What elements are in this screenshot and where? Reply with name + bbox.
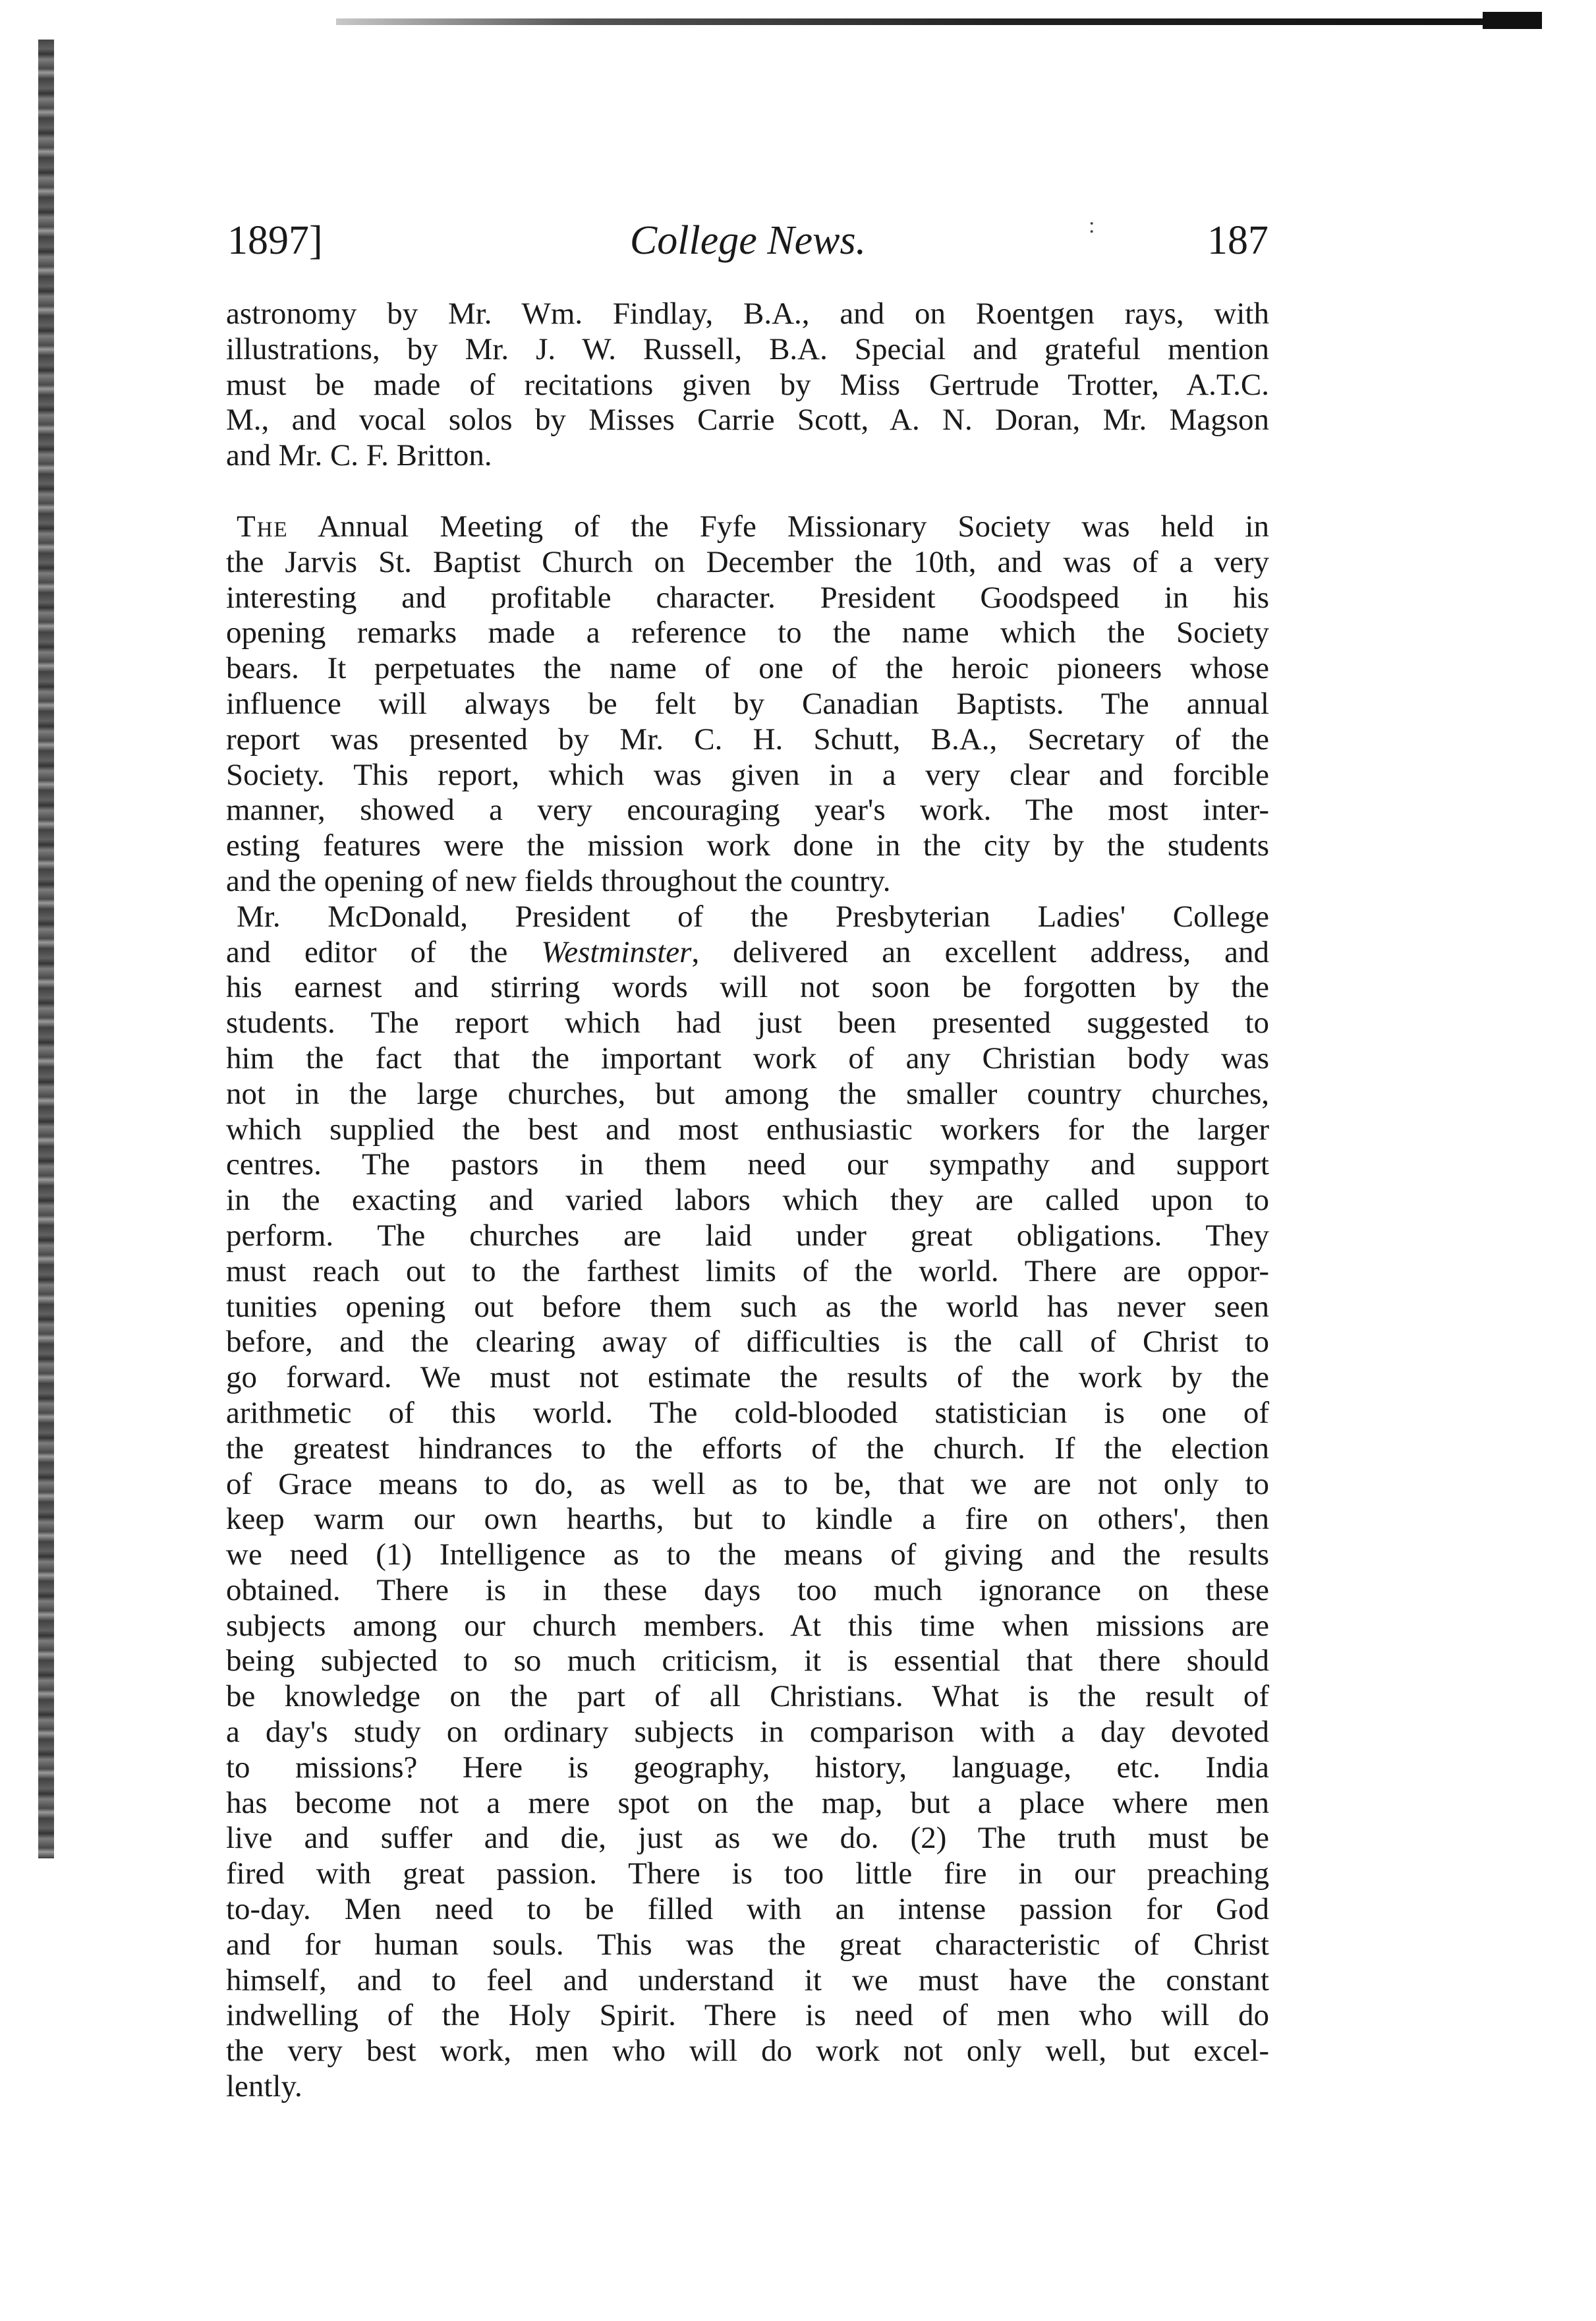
text-line: which supplied the best and most enthusiastic workers for the larger bbox=[226, 1112, 1269, 1147]
text-line: has become not a mere spot on the map, but a place where men bbox=[226, 1785, 1269, 1820]
text-line: Society. This report, which was given in a very clear and forcible bbox=[226, 757, 1269, 792]
text-line: live and suffer and die, just as we do. (2) The truth must be bbox=[226, 1821, 1269, 1856]
text-line bbox=[226, 935, 1269, 971]
paragraph-gap bbox=[226, 474, 1269, 509]
text-line: astronomy by Mr. Wm. Findlay, B.A., and on Roentgen rays, with bbox=[226, 297, 1269, 331]
text-line: illustrations, by Mr. J. W. Russell, B.A. Special and grateful mention bbox=[226, 331, 1269, 366]
paragraph-fyfe-society bbox=[226, 509, 1269, 900]
text-line: and for human souls. This was the great characteristic of Christ bbox=[226, 1927, 1269, 1962]
scan-binding-edge bbox=[38, 40, 54, 1858]
text-line: we need (1) Intelligence as to the means of giving and the results bbox=[226, 1537, 1269, 1572]
text-line: in the exacting and varied labors which they are called upon to bbox=[226, 1183, 1269, 1218]
text-line: influence will always be felt by Canadian Baptists. The annual bbox=[226, 686, 1269, 721]
text-line: must reach out to the farthest limits of the world. There are oppor- bbox=[226, 1253, 1269, 1288]
text-line: to-day. Men need to be filled with an intense passion for God bbox=[226, 1892, 1269, 1927]
text-line bbox=[226, 509, 1269, 545]
text-line: be knowledge on the part of all Christians. What is the result of bbox=[226, 1679, 1269, 1714]
text-line: must be made of recitations given by Miss Gertrude Trotter, A.T.C. bbox=[226, 367, 1269, 402]
text-line: himself, and to feel and understand it we must have the constant bbox=[226, 1963, 1269, 1997]
header-title: College News. bbox=[629, 218, 867, 263]
text-line: obtained. There is in these days too much ignorance on these bbox=[226, 1572, 1269, 1607]
text-line: indwelling of the Holy Spirit. There is need of men who will do bbox=[226, 1998, 1269, 2033]
line-text: Annual Meeting of the Fyfe Missionary Society was held in bbox=[288, 509, 1269, 544]
text-line: the very best work, men who will do work not only well, but excel- bbox=[226, 2034, 1269, 2069]
article-body bbox=[226, 297, 1269, 2105]
text-line: not in the large churches, but among the smaller country churches, bbox=[226, 1076, 1269, 1111]
text-line: perform. The churches are laid under great obligations. They bbox=[226, 1218, 1269, 1253]
text-line: esting features were the mission work done in the city by the students bbox=[226, 828, 1269, 863]
text-line: tunities opening out before them such as the world has never seen bbox=[226, 1289, 1269, 1324]
page-number: 187 bbox=[1207, 218, 1268, 263]
text-line: interesting and profitable character. President Goodspeed in his bbox=[226, 580, 1269, 615]
text-line: Mr. McDonald, President of the Presbyterian Ladies' College bbox=[237, 899, 1269, 934]
header-year: 1897] bbox=[227, 218, 323, 263]
text-line: students. The report which had just been presented suggested to bbox=[226, 1006, 1269, 1041]
scan-top-rule-end bbox=[1483, 12, 1542, 29]
text-line: opening remarks made a reference to the name which the Society bbox=[226, 616, 1269, 650]
text-line: and Mr. C. F. Britton. bbox=[226, 438, 492, 473]
lead-word: The bbox=[237, 509, 289, 544]
text-line: his earnest and stirring words will not soon be forgotten by the bbox=[226, 970, 1269, 1005]
text-line: keep warm our own hearths, but to kindle a fire on others', then bbox=[226, 1502, 1269, 1537]
text-line: before, and the clearing away of difficulties is the call of Christ to bbox=[226, 1325, 1269, 1360]
paragraph-lectures bbox=[226, 297, 1269, 474]
text-line: manner, showed a very encouraging year's work. The most inter- bbox=[226, 793, 1269, 828]
text-line: a day's study on ordinary subjects in comparison with a day devoted bbox=[226, 1715, 1269, 1750]
text-line: to missions? Here is geography, history, language, etc. India bbox=[226, 1750, 1269, 1785]
text-line: go forward. We must not estimate the results of the work by the bbox=[226, 1360, 1269, 1395]
text-line: subjects among our church members. At this time when missions are bbox=[226, 1608, 1269, 1643]
publication-title: Westminster bbox=[541, 934, 692, 969]
text-line: of Grace means to do, as well as to be, that we are not only to bbox=[226, 1466, 1269, 1501]
text-line: the Jarvis St. Baptist Church on December the 10th, and was of a very bbox=[226, 544, 1269, 579]
text-line: fired with great passion. There is too little fire in our preaching bbox=[226, 1856, 1269, 1891]
text-line: centres. The pastors in them need our sympathy and support bbox=[226, 1147, 1269, 1182]
text-line: lently. bbox=[226, 2069, 302, 2104]
text-line: M., and vocal solos by Misses Carrie Scott, A. N. Doran, Mr. Magson bbox=[226, 403, 1269, 438]
text-line: arithmetic of this world. The cold-blooded statistician is one of bbox=[226, 1395, 1269, 1430]
line-text: , delivered an excellent address, and bbox=[691, 934, 1269, 969]
text-line: being subjected to so much criticism, it is essential that there should bbox=[226, 1644, 1269, 1678]
stray-print-mark: : bbox=[1089, 214, 1095, 238]
scan-top-rule bbox=[336, 18, 1542, 25]
text-line: him the fact that the important work of any Christian body was bbox=[226, 1041, 1269, 1075]
text-line: the greatest hindrances to the efforts of the church. If the election bbox=[226, 1431, 1269, 1466]
line-text: and editor of the bbox=[226, 934, 542, 969]
text-line: report was presented by Mr. C. H. Schutt, B.A., Secretary of the bbox=[226, 722, 1269, 757]
text-line: and the opening of new fields throughout the country. bbox=[226, 863, 891, 898]
paragraph-mcdonald-address bbox=[226, 900, 1269, 2105]
running-header bbox=[227, 217, 1268, 270]
text-line: bears. It perpetuates the name of one of the heroic pioneers whose bbox=[226, 651, 1269, 686]
